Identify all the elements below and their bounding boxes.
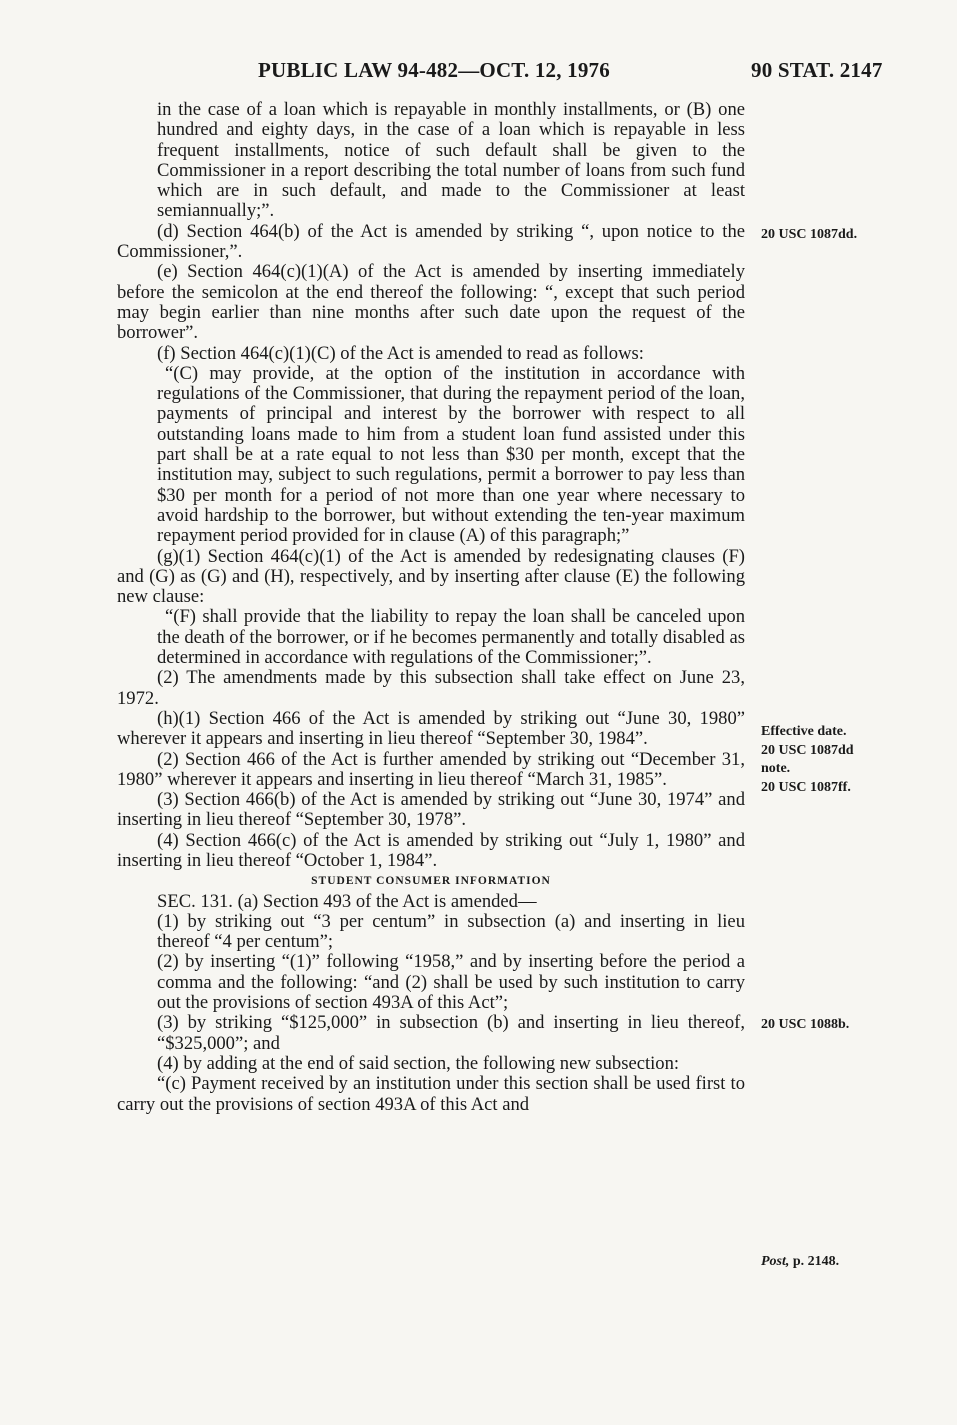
margin-note-effective-date: Effective date.	[761, 724, 847, 739]
clause-3: (3) by striking “$125,000” in subsection (b) and inserting in lieu thereof, “$325,000”; and	[157, 1012, 745, 1054]
margin-note-1087ff: 20 USC 1087ff.	[761, 780, 851, 795]
clause-2: (2) by inserting “(1)” following “1958,” and by inserting before the period a comma and the following: “and (2) shall be used by such institution to carry out the provisions of section 493A of this Act”;	[157, 951, 745, 1014]
running-header-title: PUBLIC LAW 94-482—OCT. 12, 1976	[258, 58, 610, 82]
paragraph-g1: (g)(1) Section 464(c)(1) of the Act is amended by redesignating clauses (F) and (G) as (G) and (H), respectively, and by inserting after clause (E) the following new clause:	[117, 545, 745, 608]
paragraph-continuation: in the case of a loan which is repayable in monthly installments, or (B) one hundred and eighty days, in the case of a loan which is repayable in less frequent installments, notice of such default shall be given to the Commissioner in a report describing the total number of loans from such fund which are in such default, and made to the Commissioner at least semiannually;”.	[157, 99, 745, 222]
running-header-stat: 90 STAT. 2147	[751, 58, 883, 82]
quoted-subsection-c: “(c) Payment received by an institution under this section shall be used first to carry out the provisions of section 493A of this Act and	[117, 1073, 745, 1115]
section-heading: STUDENT CONSUMER INFORMATION	[311, 875, 551, 888]
paragraph-h3: (3) Section 466(b) of the Act is amended by striking out “June 30, 1974” and inserting in lieu thereof “September 30, 1978”.	[117, 789, 745, 831]
statute-text	[117, 100, 745, 1115]
clause-1: (1) by striking out “3 per centum” in subsection (a) and inserting in lieu thereof “4 per centum”;	[157, 910, 745, 953]
paragraph-g2: (2) The amendments made by this subsection shall take effect on June 23, 1972.	[117, 667, 745, 709]
section-131-intro: SEC. 131. (a) Section 493 of the Act is amended—	[157, 890, 537, 912]
paragraph-h4: (4) Section 466(c) of the Act is amended by striking out “July 1, 1980” and inserting in lieu thereof “October 1, 1984”.	[117, 829, 745, 871]
margin-note-post-page: p. 2148.	[792, 1254, 840, 1269]
margin-note-note: note.	[761, 761, 791, 776]
paragraph-h1: (h)(1) Section 466 of the Act is amended by striking out “June 30, 1980” wherever it appears and inserting in lieu thereof “September 30, 1984”.	[117, 707, 745, 750]
margin-note-post	[761, 1253, 839, 1270]
paragraph-d: (d) Section 464(b) of the Act is amended by striking “, upon notice to the Commissioner,”.	[117, 220, 745, 263]
clause-4: (4) by adding at the end of said section, the following new subsection:	[157, 1052, 680, 1074]
margin-note-post-label: Post,	[761, 1254, 790, 1269]
paragraph-h2: (2) Section 466 of the Act is further amended by striking out “December 31, 1980” wherever it appears and inserting in lieu thereof “March 31, 1985”.	[117, 748, 745, 790]
paragraph-f: (f) Section 464(c)(1)(C) of the Act is amended to read as follows:	[157, 342, 644, 364]
margin-note-1088b: 20 USC 1088b.	[761, 1017, 850, 1032]
margin-note-1087dd: 20 USC 1087dd.	[761, 227, 858, 242]
paragraph-e: (e) Section 464(c)(1)(A) of the Act is amended by inserting immediately before the semicolon at the end thereof the following: “, except that such period may begin earlier than nine months after such date upon the request of the borrower”.	[117, 261, 745, 344]
quoted-clause-c: “(C) may provide, at the option of the institution in accordance with regulations of the Commissioner, that during the repayment period of the loan, payments of principal and interest by the borrower with respect to all outstanding loans made to him from a student loan fund assisted under this part shall be at a rate equal to not less than $30 per month, except that the institution may, subject to such regulations, permit a borrower to pay less than $30 per month for a period of not more than one year where necessary to avoid hardship to the borrower, but without extending the ten-year maximum repayment period provided for in clause (A) of this paragraph;”	[157, 362, 745, 547]
margin-note-1087dd-note: 20 USC 1087dd	[761, 743, 854, 758]
quoted-clause-f: “(F) shall provide that the liability to repay the loan shall be canceled upon the death of the borrower, or if he becomes permanently and totally disabled as determined in accordance with regulations of the Commissioner;”.	[157, 606, 745, 669]
